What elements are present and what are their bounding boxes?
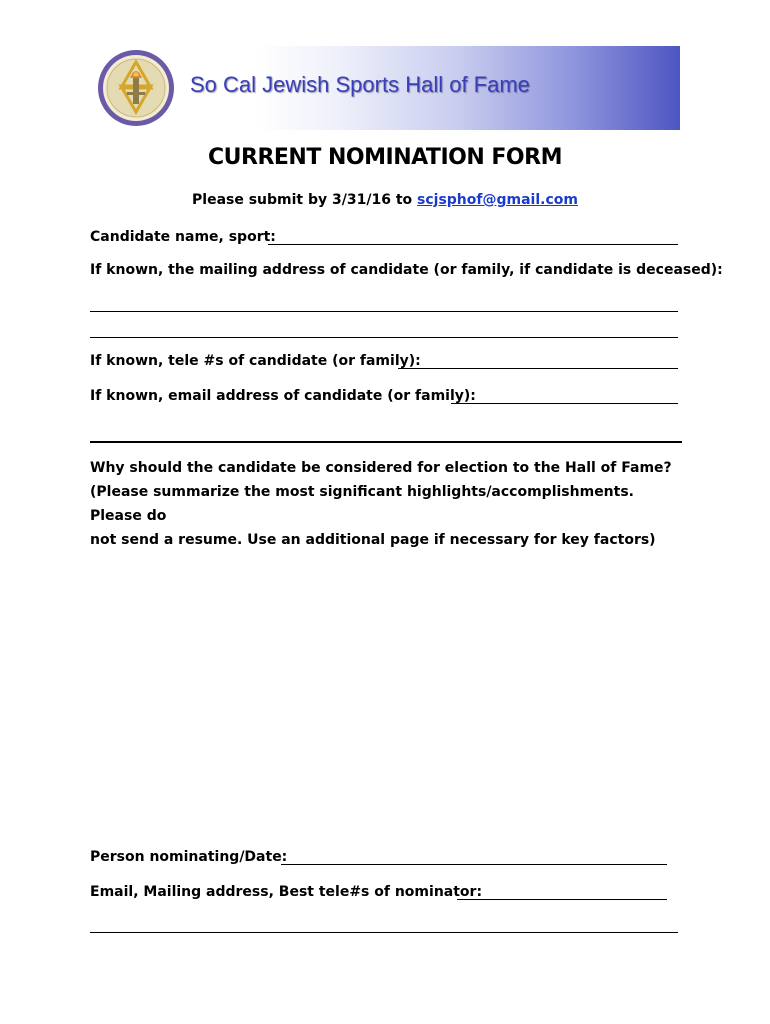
form-title: CURRENT NOMINATION FORM	[208, 145, 562, 170]
candidate-phone-label: If known, tele #s of candidate (or family):	[90, 353, 421, 369]
why-nominate-line-3: not send a resume. Use an additional page if necessary for key factors)	[90, 532, 656, 548]
section-divider	[90, 441, 682, 443]
nominator-contact-field[interactable]	[457, 884, 667, 900]
submit-instructions	[0, 192, 770, 208]
candidate-name-label: Candidate name, sport:	[90, 229, 276, 245]
hall-of-fame-logo-icon	[96, 48, 176, 128]
nominator-name-date-label: Person nominating/Date:	[90, 849, 288, 865]
why-nominate-line-2: (Please summarize the most significant highlights/accomplishments. Please do	[90, 484, 634, 524]
nominator-contact-label: Email, Mailing address, Best tele#s of nominator:	[90, 884, 483, 900]
candidate-email-label: If known, email address of candidate (or family):	[90, 388, 476, 404]
org-title: So Cal Jewish Sports Hall of Fame	[190, 72, 530, 97]
nominator-contact-field-line-2[interactable]	[90, 917, 678, 933]
nominator-name-date-field[interactable]	[281, 849, 667, 865]
candidate-address-field-line-2[interactable]	[90, 322, 678, 338]
candidate-address-field-line-1[interactable]	[90, 296, 678, 312]
candidate-phone-field[interactable]	[398, 353, 678, 369]
why-nominate-prompt	[90, 456, 690, 552]
candidate-address-label: If known, the mailing address of candidate (or family, if candidate is deceased):	[90, 262, 723, 278]
submit-deadline-text: Please submit by 3/31/16 to	[192, 192, 413, 208]
candidate-name-field[interactable]	[268, 229, 678, 245]
why-nominate-line-1: Why should the candidate be considered for election to the Hall of Fame?	[90, 460, 672, 476]
candidate-email-field[interactable]	[451, 388, 678, 404]
submission-email-link[interactable]: scjsphof@gmail.com	[417, 192, 578, 208]
